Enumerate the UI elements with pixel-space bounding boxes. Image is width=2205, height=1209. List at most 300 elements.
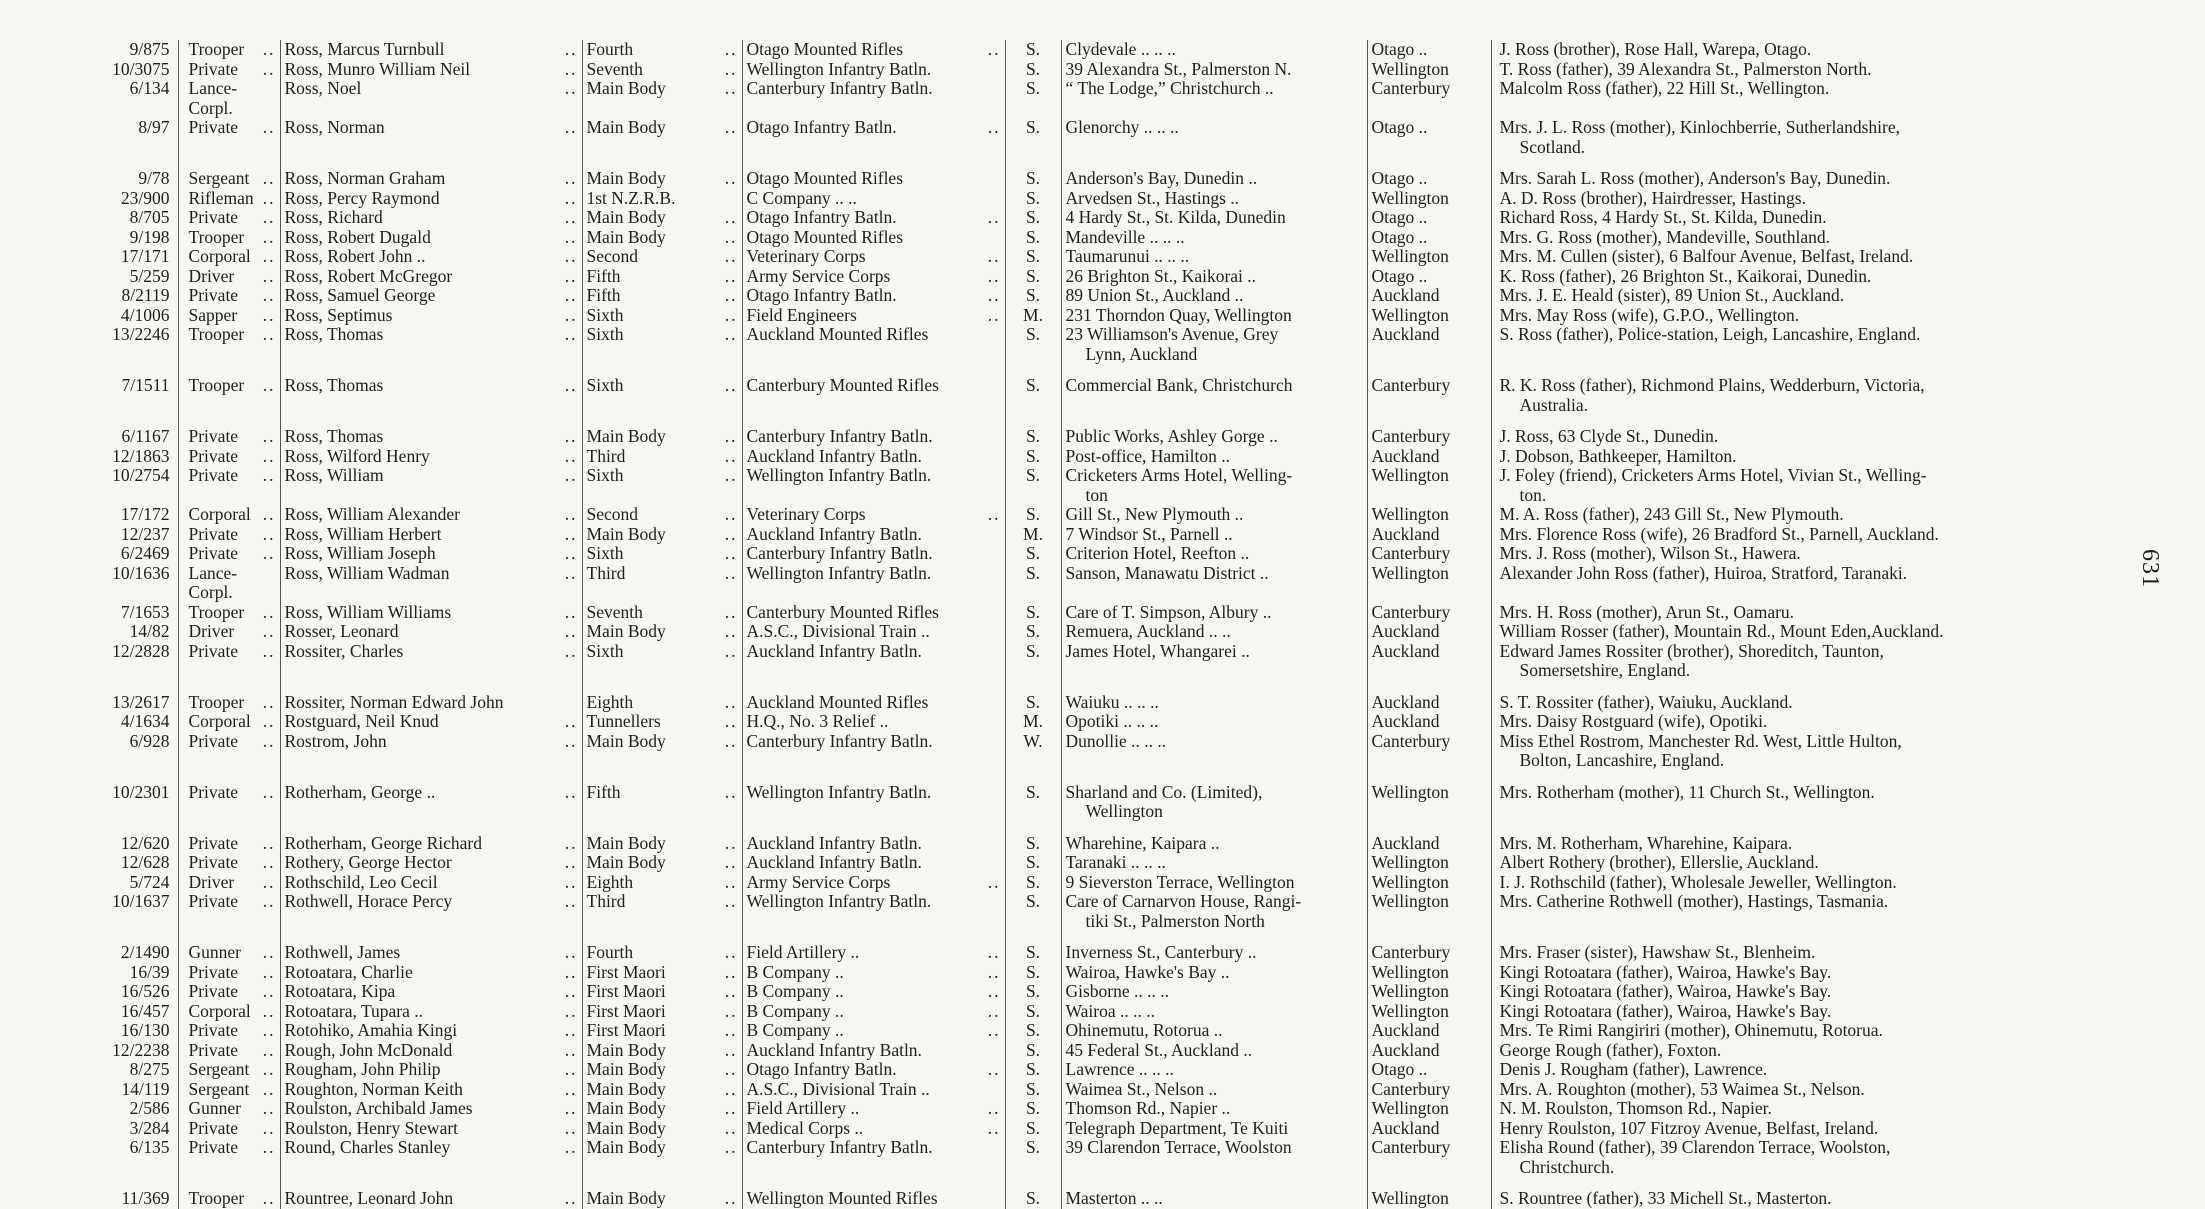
address-cell — [1061, 306, 1367, 326]
draft-text: Main Body — [586, 1079, 666, 1099]
unit-cell — [742, 286, 1005, 306]
next-of-kin-line: J. Foley (friend), Cricketers Arms Hotel, Vivian St., Welling- — [1499, 466, 1927, 485]
next-of-kin-cell — [1491, 364, 2050, 415]
name-text: Rosser, Leonard — [284, 622, 399, 641]
name-text: Ross, William Herbert — [284, 524, 442, 544]
address-cell — [1061, 1002, 1367, 1022]
next-of-kin-cell — [1491, 1177, 2050, 1209]
rank-text: Sergeant — [188, 168, 250, 188]
next-of-kin-cell — [1491, 681, 2050, 713]
marital-status: S. — [1005, 447, 1061, 467]
marital-status: S. — [1005, 157, 1061, 189]
name-cell — [280, 1041, 582, 1061]
leader-dots: .. — [262, 188, 276, 208]
next-of-kin-cell — [1491, 1060, 2050, 1080]
rank-cell — [178, 79, 280, 118]
name-cell — [280, 822, 582, 854]
leader-dots: .. — [564, 208, 578, 227]
leader-dots: .. — [564, 59, 578, 79]
marital-status: S. — [1005, 189, 1061, 209]
leader-dots: .. — [724, 622, 738, 641]
next-of-kin-cell — [1491, 1021, 2050, 1041]
next-of-kin-line: A. D. Ross (brother), Hairdresser, Hastings. — [1499, 188, 1806, 208]
leader-dots: .. — [564, 602, 578, 622]
unit-text: Canterbury Infantry Batln. — [746, 731, 933, 751]
unit-cell — [742, 79, 1005, 118]
district-cell: Auckland — [1367, 681, 1491, 713]
address-line: Lawrence .. .. .. — [1065, 1060, 1174, 1079]
leader-dots: .. — [564, 1118, 578, 1138]
name-text: Rotoatara, Kipa — [284, 982, 396, 1001]
rank-cell — [178, 982, 280, 1002]
marital-status: S. — [1005, 364, 1061, 415]
leader-dots: .. — [564, 524, 578, 544]
leader-dots: .. — [262, 962, 276, 982]
unit-text: Veterinary Corps — [746, 505, 866, 524]
address-line: Opotiki .. .. .. — [1065, 712, 1159, 731]
rank-text: Private — [188, 853, 239, 872]
rank-text: Private — [188, 1118, 239, 1138]
page-number: 631 — [2137, 549, 2163, 588]
leader-dots: .. — [262, 305, 276, 325]
draft-text: Main Body — [586, 524, 666, 544]
next-of-kin-cell — [1491, 771, 2050, 822]
leader-dots: .. — [262, 622, 276, 641]
address-line: Ohinemutu, Rotorua .. — [1065, 1021, 1223, 1040]
leader-dots: .. — [262, 208, 276, 227]
marital-status: S. — [1005, 118, 1061, 157]
district-cell: Wellington — [1367, 873, 1491, 893]
roll-row — [60, 564, 2050, 603]
address-line: Gisborne .. .. .. — [1065, 982, 1170, 1001]
rank-cell — [178, 325, 280, 364]
name-cell — [280, 1119, 582, 1139]
rank-text: Private — [188, 1138, 239, 1157]
unit-cell — [742, 853, 1005, 873]
address-line: Sharland and Co. (Limited), — [1065, 781, 1263, 802]
leader-dots: .. — [724, 375, 738, 395]
next-of-kin-cell — [1491, 525, 2050, 545]
address-cell — [1061, 189, 1367, 209]
name-text: Rossiter, Norman Edward John — [284, 691, 504, 712]
marital-status: S. — [1005, 1080, 1061, 1100]
next-of-kin-cell — [1491, 564, 2050, 603]
leader-dots: .. — [724, 505, 738, 524]
regimental-number: 8/275 — [129, 1060, 170, 1079]
draft-cell — [582, 118, 742, 157]
next-of-kin-line: S. T. Rossiter (father), Waiuku, Auckland. — [1499, 691, 1793, 712]
district-cell: Wellington — [1367, 60, 1491, 80]
next-of-kin-line: Scotland. — [1519, 136, 1586, 157]
draft-cell — [582, 525, 742, 545]
next-of-kin-line: Bolton, Lancashire, England. — [1519, 750, 1725, 770]
rank-text: Trooper — [188, 375, 245, 395]
leader-dots: .. — [262, 286, 276, 305]
marital-status: S. — [1005, 642, 1061, 681]
marital-status: M. — [1005, 306, 1061, 326]
leader-dots: .. — [564, 982, 578, 1001]
regimental-number: 6/928 — [129, 731, 170, 751]
address-cell — [1061, 1080, 1367, 1100]
next-of-kin-cell — [1491, 544, 2050, 564]
rank-text: Corporal — [188, 505, 251, 524]
marital-status: S. — [1005, 873, 1061, 893]
address-cell — [1061, 1119, 1367, 1139]
draft-cell — [582, 1002, 742, 1022]
district-cell: Auckland — [1367, 642, 1491, 681]
name-text: Rotoatara, Tupara .. — [284, 1001, 424, 1021]
district-cell: Wellington — [1367, 853, 1491, 873]
regimental-number: 9/78 — [138, 168, 170, 188]
leader-dots: .. — [724, 712, 738, 731]
next-of-kin-line: Kingi Rotoatara (father), Wairoa, Hawke's Bay. — [1499, 982, 1832, 1001]
name-cell — [280, 364, 582, 415]
marital-status: S. — [1005, 963, 1061, 983]
marital-status: S. — [1005, 415, 1061, 447]
draft-cell — [582, 364, 742, 415]
marital-status: S. — [1005, 544, 1061, 564]
leader-dots: .. — [564, 1188, 578, 1208]
rank-cell — [178, 712, 280, 732]
regimental-number: 16/39 — [129, 962, 170, 982]
rank-text: Sergeant — [188, 1079, 250, 1099]
leader-dots: .. — [564, 544, 578, 563]
roll-row — [60, 1080, 2050, 1100]
address-cell — [1061, 963, 1367, 983]
unit-text: Field Engineers — [746, 305, 857, 325]
next-of-kin-line: Albert Rothery (brother), Ellerslie, Auckland. — [1499, 853, 1819, 872]
address-line: Public Works, Ashley Gorge .. — [1065, 426, 1278, 446]
unit-text: Auckland Infantry Batln. — [746, 832, 922, 853]
rank-cell — [178, 681, 280, 713]
rank-cell — [178, 267, 280, 287]
address-cell — [1061, 873, 1367, 893]
leader-dots: .. — [262, 1138, 276, 1157]
draft-text: Third — [586, 446, 626, 466]
roll-row — [60, 622, 2050, 642]
marital-status: S. — [1005, 931, 1061, 963]
address-line: 39 Clarendon Terrace, Woolston — [1065, 1138, 1292, 1157]
draft-cell — [582, 157, 742, 189]
next-of-kin-cell — [1491, 892, 2050, 931]
district-cell: Wellington — [1367, 1002, 1491, 1022]
name-text: Rothwell, James — [284, 942, 401, 962]
leader-dots: .. — [724, 1060, 738, 1079]
regimental-number: 10/2754 — [112, 466, 170, 485]
regimental-number: 7/1511 — [121, 375, 170, 395]
name-cell — [280, 157, 582, 189]
unit-cell — [742, 544, 1005, 564]
address-cell — [1061, 622, 1367, 642]
next-of-kin-cell — [1491, 1119, 2050, 1139]
next-of-kin-cell — [1491, 622, 2050, 642]
unit-text: Wellington Infantry Batln. — [746, 892, 932, 911]
regimental-number: 10/1637 — [112, 892, 170, 911]
address-cell — [1061, 1021, 1367, 1041]
leader-dots: .. — [564, 853, 578, 872]
unit-text: Wellington Infantry Batln. — [746, 466, 932, 485]
leader-dots: .. — [564, 188, 578, 208]
address-line: 231 Thorndon Quay, Wellington — [1065, 305, 1292, 325]
draft-cell — [582, 1177, 742, 1209]
next-of-kin-line: Kingi Rotoatara (father), Wairoa, Hawke's Bay. — [1499, 1001, 1832, 1021]
name-text: Ross, Marcus Turnbull — [284, 40, 445, 59]
unit-text: Army Service Corps — [746, 266, 891, 286]
unit-cell — [742, 118, 1005, 157]
leader-dots: .. — [724, 118, 738, 137]
address-line: 9 Sieverston Terrace, Wellington — [1065, 872, 1295, 892]
leader-dots: .. — [724, 602, 738, 622]
draft-text: Tunnellers — [586, 712, 661, 731]
rank-cell — [178, 963, 280, 983]
draft-cell — [582, 247, 742, 267]
rank-cell — [178, 1119, 280, 1139]
draft-text: Main Body — [586, 426, 666, 446]
address-line: 89 Union St., Auckland .. — [1065, 286, 1244, 305]
name-cell — [280, 564, 582, 603]
marital-status: S. — [1005, 681, 1061, 713]
address-line: 7 Windsor St., Parnell .. — [1065, 524, 1233, 544]
next-of-kin-line: Mrs. Rotherham (mother), 11 Church St., Wellington. — [1499, 781, 1875, 802]
address-cell — [1061, 118, 1367, 157]
rank-cell — [178, 1177, 280, 1209]
unit-text: Field Artillery .. — [746, 1099, 860, 1118]
unit-cell — [742, 247, 1005, 267]
regimental-number: 9/198 — [129, 227, 170, 247]
rank-text: Private — [188, 1040, 239, 1060]
draft-cell — [582, 853, 742, 873]
address-cell — [1061, 79, 1367, 118]
leader-dots: .. — [724, 691, 738, 712]
next-of-kin-line: N. M. Roulston, Thomson Rd., Napier. — [1499, 1099, 1772, 1118]
draft-text: First Maori — [586, 982, 666, 1001]
address-line: Waimea St., Nelson .. — [1065, 1079, 1218, 1099]
district-cell: Otago .. — [1367, 208, 1491, 228]
leader-dots: .. — [724, 1099, 738, 1118]
address-line: Waiuku .. .. .. — [1065, 691, 1159, 712]
next-of-kin-line: R. K. Ross (father), Richmond Plains, Wedderburn, Victoria, — [1499, 375, 1925, 395]
name-cell — [280, 622, 582, 642]
regimental-number: 8/705 — [129, 208, 170, 227]
leader-dots: .. — [724, 426, 738, 446]
name-text: Ross, Norman — [284, 118, 385, 137]
leader-dots: .. — [987, 266, 1001, 286]
draft-cell — [582, 873, 742, 893]
leader-dots: .. — [564, 286, 578, 305]
draft-cell — [582, 982, 742, 1002]
rank-cell — [178, 622, 280, 642]
regimental-number: 3/284 — [129, 1118, 170, 1138]
rank-cell — [178, 892, 280, 931]
unit-cell — [742, 822, 1005, 854]
leader-dots: .. — [564, 305, 578, 325]
roll-row — [60, 1177, 2050, 1209]
address-line: Thomson Rd., Napier .. — [1065, 1099, 1231, 1118]
address-line: James Hotel, Whangarei .. — [1065, 641, 1250, 661]
name-text: Rountree, Leonard John — [284, 1188, 454, 1208]
name-text: Ross, Thomas — [284, 426, 384, 446]
rank-text: Private — [188, 118, 239, 137]
name-cell — [280, 1177, 582, 1209]
name-text: Rothery, George Hector — [284, 853, 452, 872]
roll-row — [60, 732, 2050, 771]
draft-text: Main Body — [586, 208, 666, 227]
roll-row — [60, 208, 2050, 228]
name-text: Ross, Norman Graham — [284, 168, 446, 188]
next-of-kin-line: J. Dobson, Bathkeeper, Hamilton. — [1499, 446, 1737, 466]
draft-text: Sixth — [586, 466, 624, 485]
regimental-number: 6/2469 — [120, 544, 170, 563]
address-line: Commercial Bank, Christchurch — [1065, 375, 1293, 395]
leader-dots: .. — [564, 446, 578, 466]
roll-row — [60, 118, 2050, 157]
unit-text: Otago Mounted Rifles — [746, 227, 904, 247]
district-cell: Wellington — [1367, 564, 1491, 603]
roll-row — [60, 60, 2050, 80]
unit-cell — [742, 603, 1005, 623]
next-of-kin-line: Mrs. Sarah L. Ross (mother), Anderson's Bay, Dunedin. — [1499, 168, 1891, 188]
next-of-kin-line: Malcolm Ross (father), 22 Hill St., Wellington. — [1499, 79, 1830, 98]
leader-dots: .. — [724, 731, 738, 751]
address-cell — [1061, 1177, 1367, 1209]
roll-row — [60, 267, 2050, 287]
regimental-number: 14/119 — [121, 1079, 170, 1099]
leader-dots: .. — [564, 1099, 578, 1118]
rank-cell — [178, 40, 280, 60]
marital-status: S. — [1005, 603, 1061, 623]
leader-dots: .. — [262, 691, 276, 712]
draft-cell — [582, 1041, 742, 1061]
district-cell: Wellington — [1367, 1177, 1491, 1209]
draft-cell — [582, 466, 742, 505]
leader-dots: .. — [987, 942, 1001, 962]
leader-dots: .. — [262, 466, 276, 485]
address-cell — [1061, 681, 1367, 713]
roll-row — [60, 1060, 2050, 1080]
draft-text: Seventh — [586, 59, 643, 79]
leader-dots: .. — [262, 942, 276, 962]
address-line: Wharehine, Kaipara .. — [1065, 832, 1220, 853]
address-line: Taumarunui .. .. .. — [1065, 247, 1190, 266]
unit-cell — [742, 1099, 1005, 1119]
name-cell — [280, 118, 582, 157]
next-of-kin-line: Miss Ethel Rostrom, Manchester Rd. West, Little Hulton, — [1499, 731, 1902, 751]
regimental-number: 13/2246 — [112, 325, 170, 344]
next-of-kin-line: Mrs. Te Rimi Rangiriri (mother), Ohinemutu, Rotorua. — [1499, 1021, 1883, 1040]
district-cell: Wellington — [1367, 892, 1491, 931]
roll-row — [60, 306, 2050, 326]
address-cell — [1061, 771, 1367, 822]
leader-dots: .. — [987, 40, 1001, 59]
draft-cell — [582, 1138, 742, 1177]
draft-text: Fifth — [586, 266, 621, 286]
address-cell — [1061, 325, 1367, 364]
rank-text: Trooper — [188, 602, 245, 622]
leader-dots: .. — [262, 426, 276, 446]
marital-status: S. — [1005, 564, 1061, 603]
draft-text: Eighth — [586, 691, 634, 712]
name-text: Ross, Noel — [284, 79, 362, 98]
roll-row — [60, 466, 2050, 505]
leader-dots: .. — [724, 59, 738, 79]
leader-dots: .. — [724, 168, 738, 188]
regimental-number: 10/3075 — [112, 59, 170, 79]
leader-dots: .. — [262, 118, 276, 137]
draft-cell — [582, 931, 742, 963]
roll-row — [60, 364, 2050, 415]
regimental-number: 8/97 — [138, 118, 170, 137]
unit-cell — [742, 1080, 1005, 1100]
address-line: tiki St., Palmerston North — [1085, 910, 1265, 931]
name-text: Ross, Richard — [284, 208, 383, 227]
next-of-kin-line: M. A. Ross (father), 243 Gill St., New Plymouth. — [1499, 505, 1844, 524]
leader-dots: .. — [262, 832, 276, 853]
next-of-kin-cell — [1491, 40, 2050, 60]
draft-text: Sixth — [586, 305, 624, 325]
regimental-number: 16/526 — [120, 982, 170, 1001]
draft-text: Main Body — [586, 227, 666, 247]
regimental-number: 6/1167 — [121, 426, 170, 446]
unit-text: B Company .. — [746, 1001, 844, 1021]
unit-cell — [742, 963, 1005, 983]
marital-status: S. — [1005, 853, 1061, 873]
leader-dots: .. — [724, 853, 738, 872]
next-of-kin-line: Mrs. Florence Ross (wife), 26 Bradford St., Parnell, Auckland. — [1499, 524, 1939, 544]
name-text: Ross, William — [284, 466, 384, 485]
roll-row — [60, 286, 2050, 306]
regimental-number: 6/134 — [129, 79, 170, 98]
next-of-kin-cell — [1491, 447, 2050, 467]
draft-cell — [582, 963, 742, 983]
leader-dots: .. — [262, 524, 276, 544]
unit-cell — [742, 325, 1005, 364]
draft-text: Main Body — [586, 832, 666, 853]
address-cell — [1061, 505, 1367, 525]
next-of-kin-line: Mrs. H. Ross (mother), Arun St., Oamaru. — [1499, 602, 1795, 622]
name-text: Rothwell, Horace Percy — [284, 892, 453, 911]
unit-cell — [742, 982, 1005, 1002]
name-cell — [280, 963, 582, 983]
next-of-kin-cell — [1491, 118, 2050, 157]
marital-status: S. — [1005, 40, 1061, 60]
roll-row — [60, 1138, 2050, 1177]
next-of-kin-cell — [1491, 1002, 2050, 1022]
next-of-kin-line: Christchurch. — [1519, 1156, 1615, 1177]
leader-dots: .. — [987, 286, 1001, 305]
unit-cell — [742, 60, 1005, 80]
leader-dots: .. — [262, 446, 276, 466]
unit-cell — [742, 1119, 1005, 1139]
next-of-kin-line: Edward James Rossiter (brother), Shoreditch, Taunton, — [1499, 641, 1884, 661]
rank-cell — [178, 247, 280, 267]
address-line: Wairoa, Hawke's Bay .. — [1065, 962, 1230, 982]
rank-cell — [178, 1002, 280, 1022]
leader-dots: .. — [564, 872, 578, 892]
leader-dots: .. — [262, 168, 276, 188]
unit-text: Auckland Infantry Batln. — [746, 1040, 922, 1060]
leader-dots: .. — [564, 622, 578, 641]
marital-status: S. — [1005, 1041, 1061, 1061]
rank-cell — [178, 286, 280, 306]
regimental-number: 4/1006 — [120, 305, 170, 325]
leader-dots: .. — [262, 505, 276, 524]
address-line: Taranaki .. .. .. — [1065, 853, 1166, 872]
roll-body — [60, 40, 2050, 1209]
unit-text: Canterbury Infantry Batln. — [746, 1138, 933, 1157]
draft-cell — [582, 208, 742, 228]
name-text: Roulston, Archibald James — [284, 1099, 473, 1118]
address-line: Glenorchy .. .. .. — [1065, 118, 1179, 137]
